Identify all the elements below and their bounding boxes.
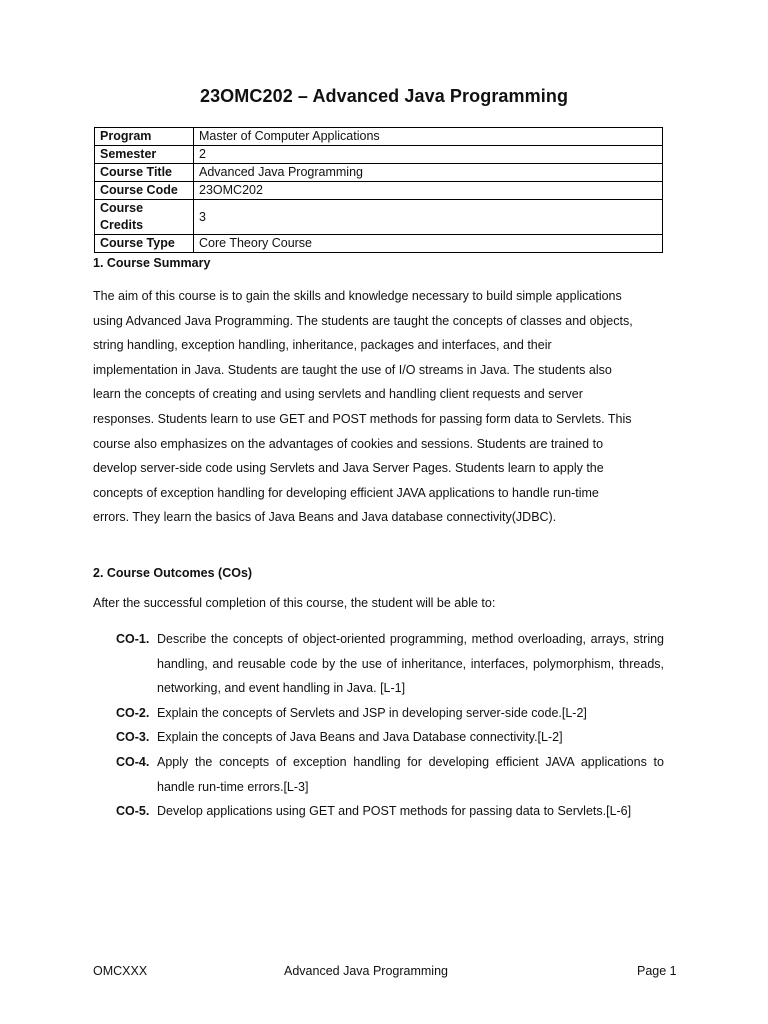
list-item: [116, 627, 664, 701]
table-row: [95, 164, 663, 182]
table-key: Course Credits: [95, 200, 194, 235]
footer-center: Advanced Java Programming: [284, 964, 448, 978]
table-value: 2: [194, 146, 663, 164]
summary-line: responses. Students learn to use GET and POST methods for passing form data to Servlets. This: [93, 411, 632, 426]
section-heading-summary: 1. Course Summary: [93, 256, 211, 270]
co-label: CO-4.: [116, 754, 150, 769]
footer-page-number: Page 1: [637, 964, 677, 978]
table-row: [95, 235, 663, 253]
course-info-table: [94, 127, 663, 253]
summary-line: learn the concepts of creating and using servlets and handling client requests and server: [93, 387, 583, 402]
table-value: Advanced Java Programming: [194, 164, 663, 182]
summary-line: errors. They learn the basics of Java Beans and Java database connectivity(JDBC).: [93, 510, 557, 525]
table-key: Course Code: [95, 182, 194, 200]
summary-paragraph: [93, 284, 664, 530]
table-value: Master of Computer Applications: [194, 128, 663, 146]
co-label: CO-2.: [116, 705, 150, 720]
list-item: [116, 799, 664, 824]
co-text: Explain the concepts of Java Beans and Java Database connectivity.[L-2]: [157, 730, 563, 745]
table-row: [95, 128, 663, 146]
summary-line: concepts of exception handling for developing efficient JAVA applications to handle run-time: [93, 485, 599, 500]
co-text: Describe the concepts of object-oriented programming, method overloading, arrays, string handling, and reusable code by the use of inheritance, interfaces, polymorphism, threads, networking, and event handling in Java. [L-1]: [157, 632, 664, 696]
list-item: [116, 725, 664, 750]
summary-line: course also emphasizes on the advantages of cookies and sessions. Students are trained to: [93, 436, 604, 451]
summary-line: develop server-side code using Servlets and Java Server Pages. Students learn to apply the: [93, 461, 604, 476]
list-item: [116, 701, 664, 726]
table-value: 23OMC202: [194, 182, 663, 200]
co-label: CO-1.: [116, 632, 150, 646]
outcomes-intro: After the successful completion of this course, the student will be able to:: [93, 596, 496, 610]
co-label: CO-3.: [116, 730, 150, 745]
outcomes-list: [116, 627, 664, 824]
summary-line: The aim of this course is to gain the skills and knowledge necessary to build simple applications: [93, 289, 622, 303]
summary-line: implementation in Java. Students are taught the use of I/O streams in Java. The students also: [93, 362, 612, 377]
list-item: [116, 750, 664, 799]
footer-left: OMCXXX: [93, 964, 148, 978]
section-heading-outcomes: 2. Course Outcomes (COs): [93, 566, 253, 580]
page-title: 23OMC202 – Advanced Java Programming: [199, 86, 569, 106]
table-key: Semester: [95, 146, 194, 164]
table-key: Program: [95, 128, 194, 146]
co-text: Explain the concepts of Servlets and JSP in developing server-side code.[L-2]: [157, 705, 587, 720]
co-text: Develop applications using GET and POST methods for passing data to Servlets.[L-6]: [157, 804, 632, 819]
table-key: Course Type: [95, 235, 194, 253]
table-key: Course Title: [95, 164, 194, 182]
table-row: [95, 146, 663, 164]
table-row: [95, 182, 663, 200]
table-value: 3: [194, 200, 663, 235]
co-text: Apply the concepts of exception handling for developing efficient JAVA applications to handle run-time errors.[L-3]: [157, 754, 664, 794]
summary-line: string handling, exception handling, inheritance, packages and interfaces, and their: [93, 338, 552, 353]
table-row: [95, 200, 663, 235]
summary-line: using Advanced Java Programming. The students are taught the concepts of classes and objects,: [93, 313, 633, 328]
co-label: CO-5.: [116, 804, 150, 819]
table-value: Core Theory Course: [194, 235, 663, 253]
